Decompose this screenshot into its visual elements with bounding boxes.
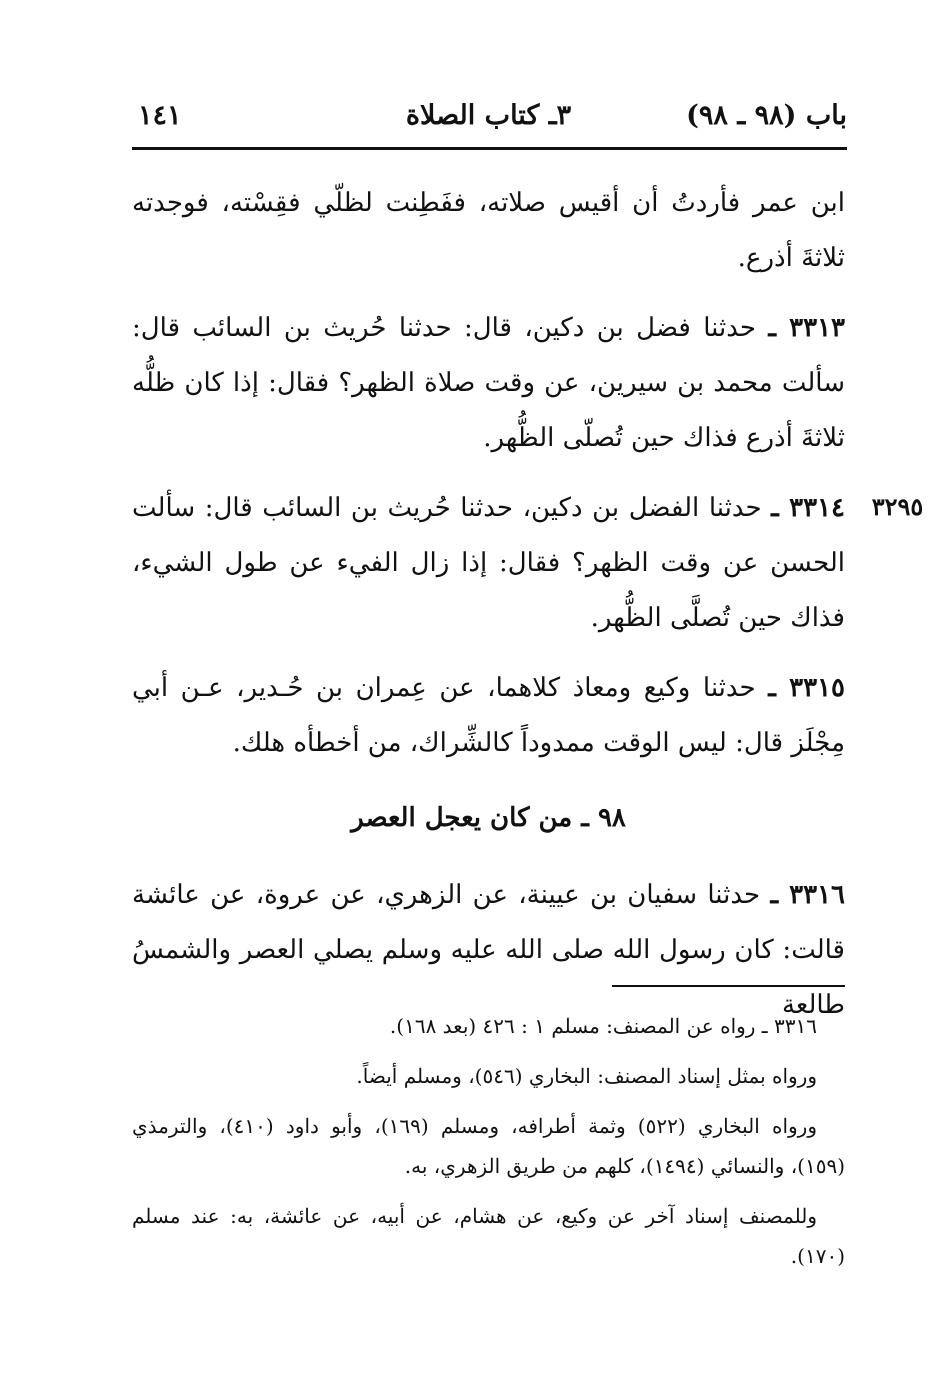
- hadith-number: ٣٣١٦ ـ: [770, 880, 846, 910]
- chapter-heading: ٩٨ ـ من كان يعجل العصر: [351, 803, 626, 833]
- hadith-text: حدثنا سفيان بن عيينة، عن الزهري، عن عروة، عن عائشة قالت: كان رسول الله صلى الله عليه وسلم يصلي العصر والشمسُ طالعة: [132, 880, 845, 1020]
- footnotes: [132, 1006, 845, 1286]
- hadith-text: حدثنا وكيع ومعاذ كلاهما، عن عِمران بن حُـدير، عـن أبي مِجْلَز قال: ليس الوقت ممدوداً كالشِّراك، من أخطأه هلك.: [132, 673, 845, 758]
- footnote: ورواه البخاري (٥٢٢) وثمة أطرافه، ومسلم (١٦٩)، وأبو داود (٤١٠)، والترمذي (١٥٩)، والنسائي (١٤٩٤)، كلهم من طريق الزهري، به.: [132, 1114, 845, 1178]
- page-number: ١٤١: [138, 100, 182, 131]
- hadith-3313: [132, 301, 845, 466]
- header-rule: [132, 147, 847, 150]
- paragraph-text: ابن عمر فأردتُ أن أقيس صلاته، ففَطِنت لظلّي فقِسْته، فوجدته ثلاثةَ أذرع.: [132, 188, 845, 273]
- hadith-number: ٣٣١٤ ـ: [771, 493, 846, 523]
- hadith-number: ٣٣١٥ ـ: [768, 673, 845, 703]
- page-header: [130, 100, 847, 142]
- footnote: ٣٣١٦ ـ رواه عن المصنف: مسلم ١ : ٤٢٦ (بعد ١٦٨).: [389, 1014, 817, 1038]
- footnote: ورواه بمثل إسناد المصنف: البخاري (٥٤٦)، ومسلم أيضاً.: [356, 1064, 817, 1088]
- paragraph-continuation: [132, 176, 845, 286]
- chapter-reference: باب (٩٨ ـ ٩٨): [686, 100, 847, 131]
- footnote-separator: [612, 985, 845, 987]
- hadith-3314: [132, 481, 845, 646]
- hadith-text: حدثنا الفضل بن دكين، حدثنا حُريث بن السائب قال: سألت الحسن عن وقت الظهر؟ فقال: إذا زال الفيء عن طول الشيء، فذاك حين تُصلَّى الظُّهر.: [132, 493, 845, 633]
- hadith-3315: [132, 661, 845, 771]
- hadith-number: ٣٣١٣ ـ: [768, 313, 846, 343]
- main-text: [132, 176, 845, 1048]
- footnote: وللمصنف إسناد آخر عن وكيع، عن هشام، عن أبيه، عن عائشة، به: عند مسلم (١٧٠).: [132, 1204, 845, 1268]
- hadith-text: حدثنا فضل بن دكين، قال: حدثنا حُريث بن السائب قال: سألت محمد بن سيرين، عن وقت صلاة الظهر؟ فقال: إذا كان ظلُّه ثلاثةَ أذرع فذاك حين تُصلّى الظُّهر.: [132, 313, 845, 453]
- book-title: ٣ـ كتاب الصلاة: [405, 100, 572, 131]
- margin-number: ٣٢٩٥: [871, 492, 924, 521]
